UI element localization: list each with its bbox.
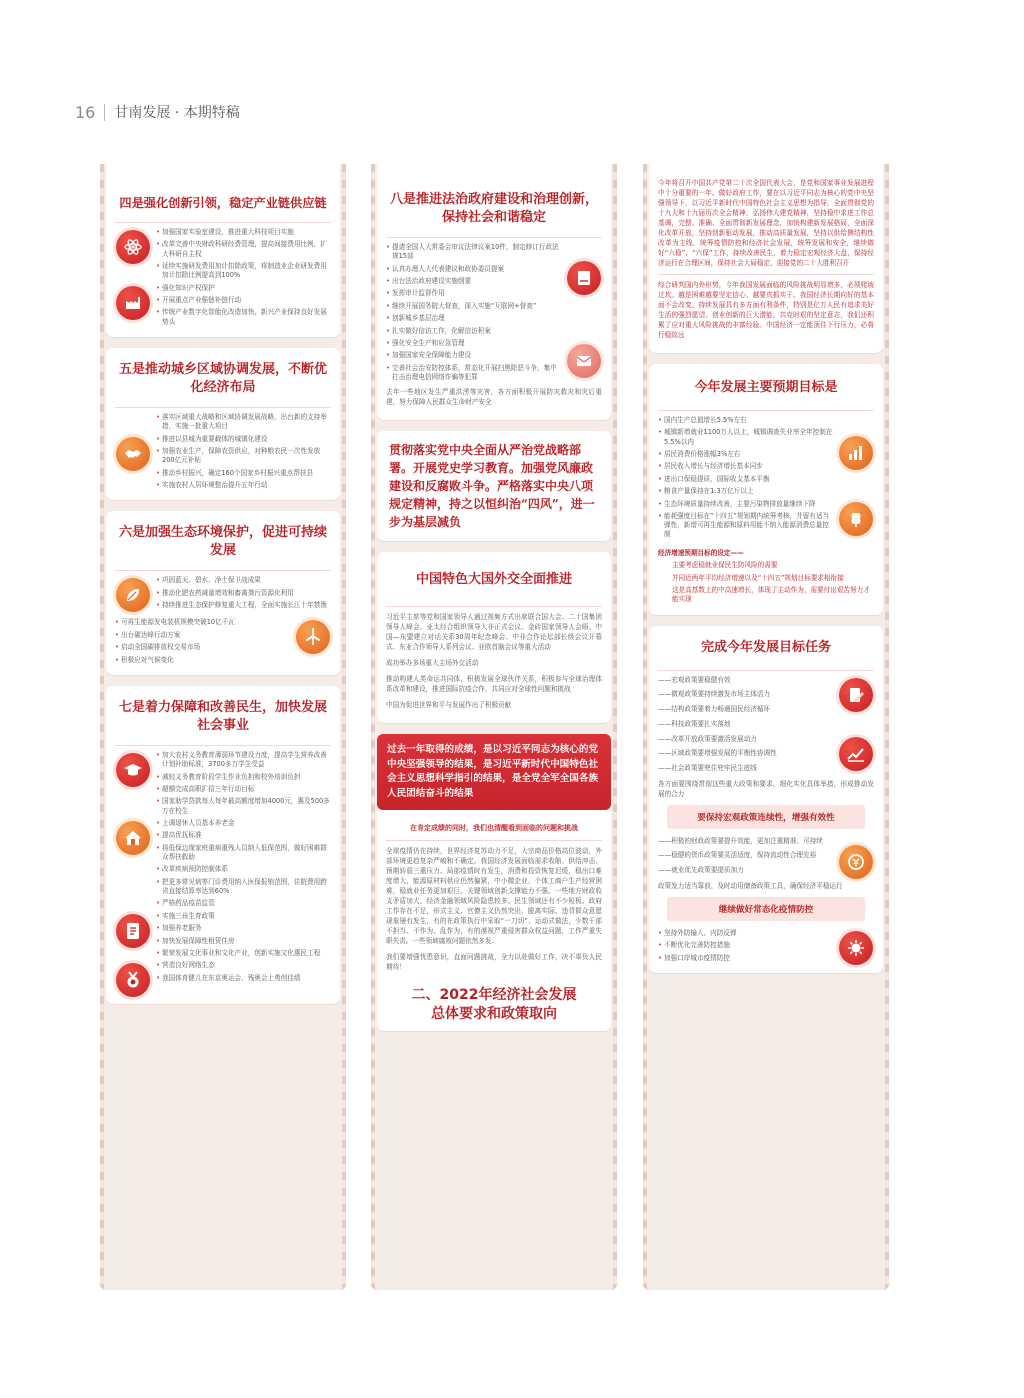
list-item: • 开展重点产业强链补链行动 xyxy=(156,296,331,305)
list-item: 这是高基数上的中高速增长，体现了主动作为，需要付出艰苦努力才能实现 xyxy=(672,585,870,604)
list-item: • 加快发展保障性租赁住房 xyxy=(156,937,331,946)
card-innovation xyxy=(106,164,340,337)
list-item: • 我国体育健儿在东京奥运会、残奥会上勇创佳绩 xyxy=(156,974,331,983)
innovation-list-a xyxy=(156,228,331,284)
card-title: 五是推动城乡区域协调发展，不断优化经济布局 xyxy=(119,361,328,395)
divider xyxy=(386,606,602,607)
list-item: • 延续实施研发费用加计扣除政策，将制造业企业研发费用加计扣除比例提高到100% xyxy=(156,262,331,280)
list-item: • 加强国家安全保障能力建设 xyxy=(386,351,561,360)
list-item: • 强化知识产权保护 xyxy=(156,284,331,293)
list-item: • 加强国家实验室建设，推进重大科技项目实施 xyxy=(156,228,331,237)
list-item: • 发挥审计监督作用 xyxy=(386,289,561,298)
divider xyxy=(115,570,331,571)
column-middle xyxy=(371,164,617,1290)
list-item: • 强化安全生产和应急管理 xyxy=(386,339,561,348)
divider xyxy=(115,745,331,746)
list-item: • 粮食产量保持在1.3万亿斤以上 xyxy=(658,487,833,496)
list-item: • 出台法治政府建设实施纲要 xyxy=(386,277,561,286)
leaf-icon xyxy=(116,578,150,612)
line-chart-icon xyxy=(839,737,873,771)
livelihood-list-a xyxy=(156,751,331,819)
list-item: ——积极的财政政策要提升效能，更加注重精准、可持续 xyxy=(658,836,823,845)
card-title: 中国特色大国外交全面推进 xyxy=(415,572,572,588)
list-item: • 国内生产总值增长5.5%左右 xyxy=(658,416,833,425)
factory-icon xyxy=(116,286,150,320)
list-item: ——微观政策要持续激发市场主体活力 xyxy=(658,690,771,699)
paragraph: 中国为促进世界和平与发展作出了积极贡献 xyxy=(386,701,512,710)
list-item: ——就业优先政策要提质加力 xyxy=(658,866,744,875)
section-two-title-line2: 总体要求和政策取向 xyxy=(431,1006,557,1023)
list-item: • 加强口岸城市疫情防控 xyxy=(658,954,833,963)
list-item: • 持续推进生态保护修复重大工程，全面实施长江十年禁渔 xyxy=(156,601,331,610)
achievement-banner: 过去一年取得的成绩，是以习近平同志为核心的党中央坚强领导的结果，是习近平新时代中国特色社会主义思想科学指引的结果，是全党全军全国各族人民团结奋斗的结果 xyxy=(377,734,611,810)
livelihood-list-d xyxy=(156,912,331,962)
list-item: • 国家助学贷款每人每年最高额度增加4000元，惠及500多万在校生 xyxy=(156,797,331,815)
paragraph: 我们要增强忧患意识，直面问题挑战，全力以赴做好工作，决不辜负人民期待！ xyxy=(386,953,602,972)
paragraph: 全球疫情仍在持续，世界经济复苏动力不足，大宗商品价格高位波动，外部环境更趋复杂严峻和不确定。我国经济发展面临需求收缩、供给冲击、预期转弱三重压力。局部疫情时有发生，消费和投资恢复迟缓，稳出口难度增大，能源原材料供应仍然偏紧，中小微企业、个体工商户生产经营困难，稳就业任务更加艰巨。关键领域创新支撑能力不强。一些地方财政收支矛盾加大，经济金融领域风险隐患较多。民生领域还有不少短板。政府工作存在不足，形式主义、官僚主义仍然突出，脱离实际、违背群众意愿现象屡有发生，有的在政策执行中采取“一刀切”、运动式做法，少数干部不担当、不作为、乱作为，有的漠视严重侵害群众权益问题，工作严重失职失责。一些领域腐败问题依然多发。 xyxy=(386,847,602,946)
list-item: 并同近两年平均经济增速以及“十四五”规划目标要求相衔接 xyxy=(672,573,844,582)
card-challenges xyxy=(377,810,611,1031)
list-item: • 推动化肥农药减量增效和畜禽粪污资源化利用 xyxy=(156,589,331,598)
list-item: • 加强养老服务 xyxy=(156,924,331,933)
card-diplomacy xyxy=(377,552,611,723)
card-title: 八是推进法治政府建设和治理创新，保持社会和谐稳定 xyxy=(390,192,599,225)
card-ecology xyxy=(106,511,340,675)
card-title: 今年发展主要预期目标是 xyxy=(694,380,838,395)
livelihood-list-c xyxy=(156,865,331,911)
divider xyxy=(658,410,874,411)
card-tasks xyxy=(649,626,883,973)
paragraph: 今年将召开中国共产党第二十次全国代表大会，是党和国家事业发展进程中十分重要的一年。做好政府工作，要在以习近平同志为核心的党中央坚强领导下，以习近平新时代中国特色社会主义思想为指导，全面贯彻党的十九大和十九届历次全会精神，弘扬伟大建党精神，坚持稳中求进工作总基调，完整、准确、全面贯彻新发展理念，加快构建新发展格局，全面深化改革开放，坚持创新驱动发展，推动高质量发展，坚持以供给侧结构性改革为主线，统筹疫情防控和经济社会发展，统筹发展和安全，继续做好“六稳”、“六保”工作，持续改善民生，着力稳定宏观经济大盘，保持经济运行在合理区间，保持社会大局稳定，迎接党的二十大胜利召开 xyxy=(658,179,874,267)
list-item: • 超额完成高职扩招三年行动目标 xyxy=(156,785,331,794)
list-item: • 实施农村人居环境整治提升五年行动 xyxy=(156,481,331,490)
card-general-requirements xyxy=(649,164,883,353)
atom-icon xyxy=(116,230,150,264)
mail-icon xyxy=(567,344,601,378)
list-item: • 严格药品疫苗监管 xyxy=(156,899,331,908)
innovation-list-b xyxy=(156,284,331,330)
targets-list-b xyxy=(658,500,833,543)
virus-icon xyxy=(839,931,873,965)
page-number: 16 xyxy=(75,102,96,122)
epidemic-control-list xyxy=(658,929,833,966)
list-item: • 改革疾病预防控制体系 xyxy=(156,865,331,874)
list-item: • 繁荣发展文化事业和文化产业，创新实施文化惠民工程 xyxy=(156,949,331,958)
list-item: • 推进以县城为重要载体的城镇化建设 xyxy=(156,435,331,444)
card-title: 四是强化创新引领，稳定产业链供应链 xyxy=(119,196,327,210)
card-rule-of-law xyxy=(377,164,611,420)
page-header xyxy=(75,102,240,122)
card-title: 完成今年发展目标任务 xyxy=(700,639,831,655)
list-item: ——改革开放政策要激活发展动力 xyxy=(658,734,757,743)
list-item: ——稳健的货币政策要灵活适度，保持流动性合理充裕 xyxy=(658,851,817,860)
list-item: • 加强农业生产，保障农资供应，对种粮农民一次性发放200亿元补贴 xyxy=(156,447,331,465)
list-item: • 完善社会治安防控体系，常态化开展扫黑除恶斗争，集中打击治理电信网络诈骗等犯罪 xyxy=(386,364,561,382)
discipline-text: 贯彻落实党中央全面从严治党战略部署。开展党史学习教育。加强党风廉政建设和反腐败斗争。严格落实中央八项规定精神，持之以恒纠治“四风”，进一步为基层减负 xyxy=(389,443,595,530)
list-item: • 传统产业数字化智能化改造加快，新兴产业保持良好发展势头 xyxy=(156,308,331,326)
card-title: 七是着力保障和改善民生，加快发展社会事业 xyxy=(119,700,328,734)
list-item: • 居民消费价格涨幅3%左右 xyxy=(658,450,833,459)
card-targets xyxy=(649,364,883,615)
divider xyxy=(386,237,602,238)
divider xyxy=(658,670,874,671)
list-item: • 居民收入增长与经济增长基本同步 xyxy=(658,462,833,471)
epidemic-control-heading: 继续做好常态化疫情防控 xyxy=(667,897,866,921)
list-item: • 创新城乡基层治理 xyxy=(386,314,561,323)
list-item: • 改革完善中央财政科研经费管理，提高间接费用比例，扩大科研自主权 xyxy=(156,240,331,258)
card-party-discipline xyxy=(377,431,611,541)
list-item: • 坚持外防输入、内防反弹 xyxy=(658,929,833,938)
divider xyxy=(115,222,331,223)
card-urban-rural xyxy=(106,348,340,500)
section-two-title xyxy=(386,986,602,1024)
challenges-heading: 在肯定成绩的同时，我们也清醒看到面临的问题和挑战 xyxy=(410,824,578,833)
paragraph: 推动构建人类命运共同体，积极发展全球伙伴关系，积极参与全球治理体系改革和建设，推进国际抗疫合作，共同应对全球性问题和挑战 xyxy=(386,675,602,694)
card-title: 六是加强生态环境保护，促进可持续发展 xyxy=(119,525,328,559)
rule-of-law-list-b xyxy=(386,302,561,386)
paragraph: 政策发力适当靠前，及时动用储备政策工具，确保经济平稳运行 xyxy=(658,881,843,890)
coin-icon xyxy=(839,845,873,879)
list-item: • 认真办理人大代表建议和政协委员提案 xyxy=(386,265,561,274)
list-item: • 上调退休人员基本养老金 xyxy=(156,819,331,828)
rule-of-law-list-a xyxy=(386,243,561,302)
paragraph: 综合研判国内外形势，今年我国发展面临的风险挑战明显增多，必须爬坡过坎。越是困难越要坚定信心、越要真抓实干。我国经济长期向好的基本面不会改变，持续发展具有多方面有利条件，特别是亿万人民有追求美好生活的强烈愿望、创业创新的巨大潜能，共克时艰的坚定意志，我们还积累了应对重大风险挑战的丰富经验。中国经济一定能顶住下行压力，必将行稳致远 xyxy=(658,281,874,339)
list-item: • 提高优抚标准 xyxy=(156,831,331,840)
list-item: ——社会政策要兜住兜牢民生底线 xyxy=(658,763,757,772)
graduation-cap-icon xyxy=(116,753,150,787)
header-divider xyxy=(104,104,105,121)
list-item: • 减轻义务教育阶段学生作业负担和校外培训负担 xyxy=(156,773,331,782)
list-item: ——区域政策要增强发展的平衡性协调性 xyxy=(658,749,777,758)
law-book-icon xyxy=(567,261,601,295)
list-item: 主要考虑稳就业保民生防风险的需要 xyxy=(672,561,778,570)
urban-rural-list xyxy=(156,413,331,493)
list-item: • 进出口保稳提质，国际收支基本平衡 xyxy=(658,475,833,484)
handshake-icon xyxy=(116,437,150,471)
list-item: 经济增速预期目标的设定—— xyxy=(658,548,744,557)
list-item: ——科技政策要扎实落地 xyxy=(658,719,731,728)
list-item: • 把更多常见病等门诊费用纳入医保报销范围，住院费用跨省直接结算率达到60% xyxy=(156,878,331,896)
column-right xyxy=(643,164,889,1290)
house-icon xyxy=(116,821,150,855)
paragraph: 成功举办多场重大主场外交活动 xyxy=(386,659,479,668)
ecology-list-a xyxy=(156,576,331,613)
section-title: 甘南发展 · 本期特稿 xyxy=(114,105,240,121)
list-item: • 城镇新增就业1100万人以上，城镇调查失业率全年控制在5.5%以内 xyxy=(658,428,833,446)
list-item: • 巩固蓝天、碧水、净土保卫战成果 xyxy=(156,576,331,585)
list-item: • 启动全国碳排放权交易市场 xyxy=(115,643,290,652)
growth-target-analysis xyxy=(658,549,874,605)
list-item: • 生态环境质量持续改善，主要污染物排放量继续下降 xyxy=(658,500,833,509)
paragraph: 习近平主席等党和国家领导人通过视频方式出席联合国大会、二十国集团领导人峰会、亚太经合组织领导人非正式会议、金砖国家领导人会晤、中国—东盟建立对话关系30周年纪念峰会、中非合作论坛部长级会议开幕式、东亚合作领导人系列会议、亚欧首脑会议等重大活动 xyxy=(386,613,602,652)
divider xyxy=(115,407,331,408)
livelihood-list-b xyxy=(156,819,331,865)
list-item: • 能耗强度目标在“十四五”规划期内统筹考核，并留有适当弹性，新增可再生能源和原料用能不纳入能源消费总量控制 xyxy=(658,512,833,540)
tasks-list-b xyxy=(658,735,833,779)
edit-document-icon xyxy=(839,678,873,712)
tasks-list-a xyxy=(658,676,833,735)
card-livelihood xyxy=(106,686,340,1004)
section-two-title-line1: 二、2022年经济社会发展 xyxy=(411,987,577,1004)
column-left xyxy=(100,164,346,1290)
wind-turbine-icon xyxy=(296,620,330,654)
divider xyxy=(658,274,874,275)
list-item: • 落实区域重大战略和区域协调发展战略，出台新的支持举措，实施一批重大项目 xyxy=(156,413,331,431)
list-item: • 提请全国人大常委会审议法律议案10件，制定修订行政法规15部 xyxy=(386,243,561,261)
list-item: • 继续开展国务院大督查，深入实施“互联网+督查” xyxy=(386,302,561,311)
list-item: • 推动乡村振兴，确定160个国家乡村振兴重点帮扶县 xyxy=(156,469,331,478)
list-item: ——结构政策要着力畅通国民经济循环 xyxy=(658,705,771,714)
list-item: • 扎实做好信访工作，化解信访积案 xyxy=(386,327,561,336)
rule-of-law-paragraph: 去年一些地区发生严重洪涝等灾害，各方面积极开展防灾救灾和灾后重建，努力保障人民群众生命财产安全 xyxy=(386,388,602,407)
document-list-icon xyxy=(116,914,150,948)
bar-chart-icon xyxy=(839,436,873,470)
list-item: • 不断优化完善防控措施 xyxy=(658,941,833,950)
list-item: • 实施三孩生育政策 xyxy=(156,912,331,921)
list-item: • 营造良好网络生态 xyxy=(156,961,331,970)
livelihood-list-e xyxy=(156,961,331,986)
list-item: • 将低保边缘家庭重病重残人员纳入低保范围，做好困难群众帮扶救助 xyxy=(156,844,331,862)
list-item: ——宏观政策要稳健有效 xyxy=(658,675,731,684)
wheat-icon xyxy=(839,502,873,536)
divider xyxy=(386,840,602,841)
list-item: • 加大农村义务教育薄弱环节建设力度，提高学生营养改善计划补助标准，3700多万学生受益 xyxy=(156,751,331,769)
macro-policy-heading: 要保持宏观政策连续性，增强有效性 xyxy=(667,805,866,829)
targets-list-a xyxy=(658,416,833,500)
list-item: • 可再生能源发电装机规模突破10亿千瓦 xyxy=(115,618,290,627)
paragraph: 各方面要围绕贯彻这些重大政策和要求，细化实化具体举措，形成推动发展的合力 xyxy=(658,779,874,798)
ecology-list-b xyxy=(115,618,290,668)
list-item: • 出台碳达峰行动方案 xyxy=(115,631,290,640)
medal-icon xyxy=(116,963,150,997)
list-item: • 积极应对气候变化 xyxy=(115,656,290,665)
macro-policy-list xyxy=(658,837,833,881)
